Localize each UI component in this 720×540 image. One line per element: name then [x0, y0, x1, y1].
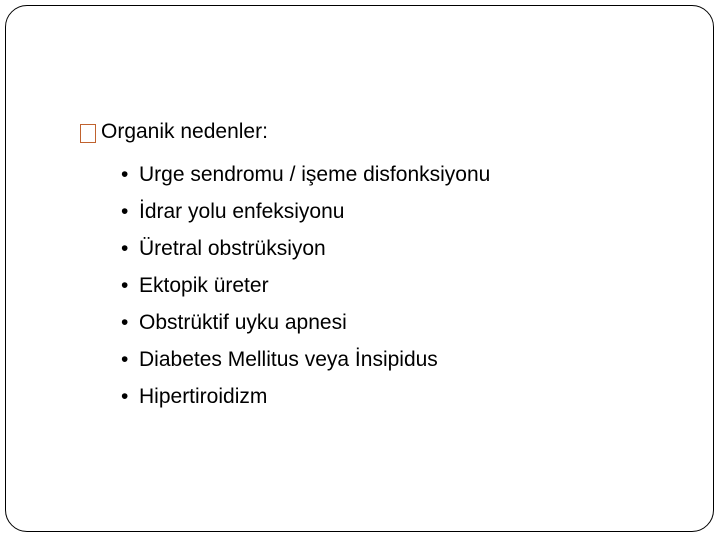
bullet-dot: •	[121, 348, 129, 371]
bullet-dot: •	[121, 274, 129, 297]
list-item-text: Üretral obstrüksiyon	[139, 237, 326, 260]
list-item-text: Hipertiroidizm	[139, 385, 268, 408]
list-item	[121, 230, 490, 267]
bullet-dot: •	[121, 163, 129, 186]
list-item-text: Diabetes Mellitus veya İnsipidus	[139, 348, 438, 371]
list-item	[121, 304, 490, 341]
list-item-text: Ektopik üreter	[139, 274, 269, 297]
bullet-dot: •	[121, 237, 129, 260]
list-item	[121, 156, 490, 193]
list-item	[121, 267, 490, 304]
list-item	[121, 341, 490, 378]
bullet-dot: •	[121, 385, 129, 408]
list-item	[121, 378, 490, 415]
list-item	[121, 193, 490, 230]
bullet-dot: •	[121, 311, 129, 334]
bullet-list	[121, 156, 490, 415]
box-bullet-icon	[80, 124, 96, 143]
list-item-text: İdrar yolu enfeksiyonu	[139, 200, 345, 223]
list-item-text: Urge sendromu / işeme disfonksiyonu	[139, 163, 491, 186]
heading-text: Organik nedenler:	[101, 120, 268, 143]
heading-row	[80, 117, 268, 147]
list-item-text: Obstrüktif uyku apnesi	[139, 311, 347, 334]
bullet-dot: •	[121, 200, 129, 223]
